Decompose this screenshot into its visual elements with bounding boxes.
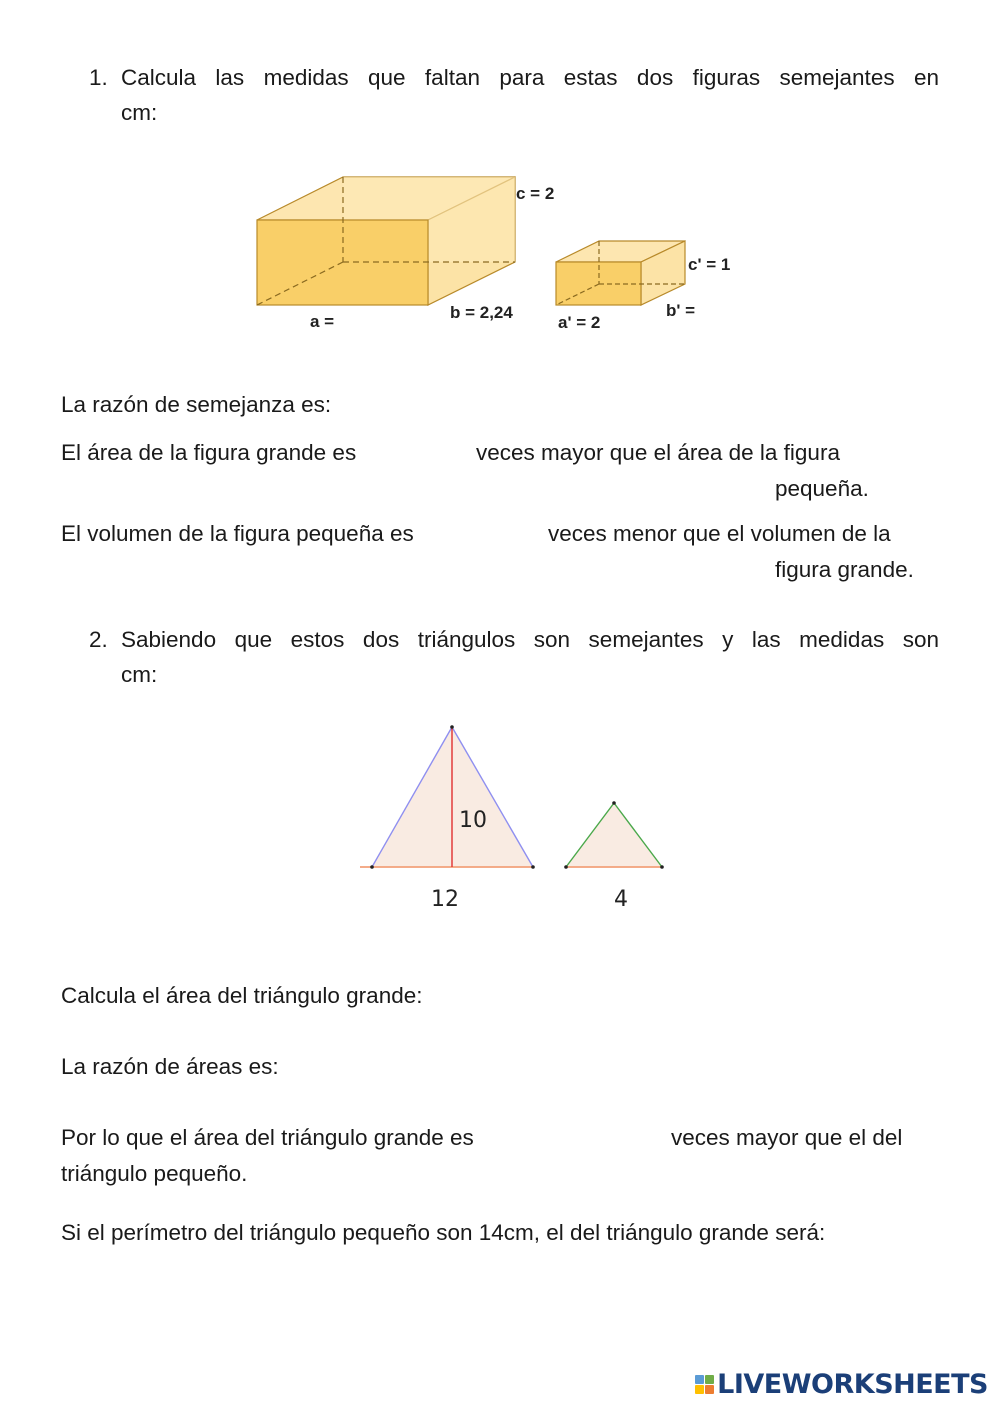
question-1-number: 1.	[89, 65, 108, 90]
liveworksheets-logo-text: LIVEWORKSHEETS	[717, 1369, 988, 1400]
big-triangle	[360, 725, 535, 912]
perimeter-prompt: Si el perímetro del triángulo pequeño son 14cm, el del triángulo grande será:	[61, 1220, 826, 1245]
question-2-text-line2: cm:	[121, 662, 158, 687]
similar-triangles-figure	[355, 715, 675, 915]
liveworksheets-logo-mark	[695, 1375, 714, 1394]
big-prism-label-b: b = 2,24	[450, 303, 513, 322]
area-times-answer-slot[interactable]	[395, 436, 470, 470]
area-ratio-prompt: La razón de áreas es:	[61, 1054, 279, 1079]
small-prism-label-a: a' = 2	[558, 313, 601, 332]
logo-mark-square	[695, 1375, 704, 1384]
small-triangle-base-label: 4	[614, 887, 628, 912]
small-triangle-vertex	[660, 865, 664, 869]
area-times-sentence-part2: veces mayor que el del	[671, 1125, 903, 1150]
small-prism	[556, 241, 730, 332]
area-sentence-part3: pequeña.	[775, 476, 869, 501]
big-triangle-vertex	[370, 865, 374, 869]
liveworksheets-logo	[695, 1369, 988, 1400]
small-prism-label-c: c' = 1	[688, 255, 731, 274]
area-times-sentence-part3: triángulo pequeño.	[61, 1161, 248, 1186]
logo-mark-square	[705, 1385, 714, 1394]
similar-prisms-figure	[240, 165, 760, 345]
big-triangle-vertex	[531, 865, 535, 869]
small-triangle	[564, 801, 664, 912]
big-triangle-vertex	[450, 725, 454, 729]
triangle-area-times-answer-slot[interactable]	[545, 1121, 660, 1155]
logo-mark-square	[695, 1385, 704, 1394]
big-triangle-height-label: 10	[459, 808, 487, 833]
question-1-text-line2: cm:	[121, 100, 158, 125]
area-times-sentence-part1: Por lo que el área del triángulo grande es	[61, 1125, 474, 1150]
question-2-number: 2.	[89, 627, 108, 652]
volume-sentence-part2: veces menor que el volumen de la	[548, 521, 891, 546]
question-1-text-line1: Calcula las medidas que faltan para estas dos figuras semejantes en	[121, 65, 939, 90]
small-triangle-fill	[566, 803, 662, 867]
question-2-text-line1: Sabiendo que estos dos triángulos son semejantes y las medidas son	[121, 627, 939, 652]
big-prism-label-c: c = 2	[516, 184, 555, 203]
logo-mark-square	[705, 1375, 714, 1384]
big-prism-label-a: a =	[310, 312, 335, 331]
volume-sentence-part1: El volumen de la figura pequeña es	[61, 521, 414, 546]
volume-times-answer-slot[interactable]	[468, 517, 543, 551]
small-triangle-vertex	[612, 801, 616, 805]
volume-sentence-part3: figura grande.	[775, 557, 914, 582]
small-prism-label-b: b' =	[666, 301, 696, 320]
area-sentence-part1: El área de la figura grande es	[61, 440, 357, 465]
area-sentence-part2: veces mayor que el área de la figura	[476, 440, 840, 465]
small-triangle-vertex	[564, 865, 568, 869]
big-prism	[257, 177, 554, 331]
calc-area-prompt: Calcula el área del triángulo grande:	[61, 983, 423, 1008]
big-triangle-base-label: 12	[431, 887, 459, 912]
similarity-ratio-prompt: La razón de semejanza es:	[61, 392, 332, 417]
